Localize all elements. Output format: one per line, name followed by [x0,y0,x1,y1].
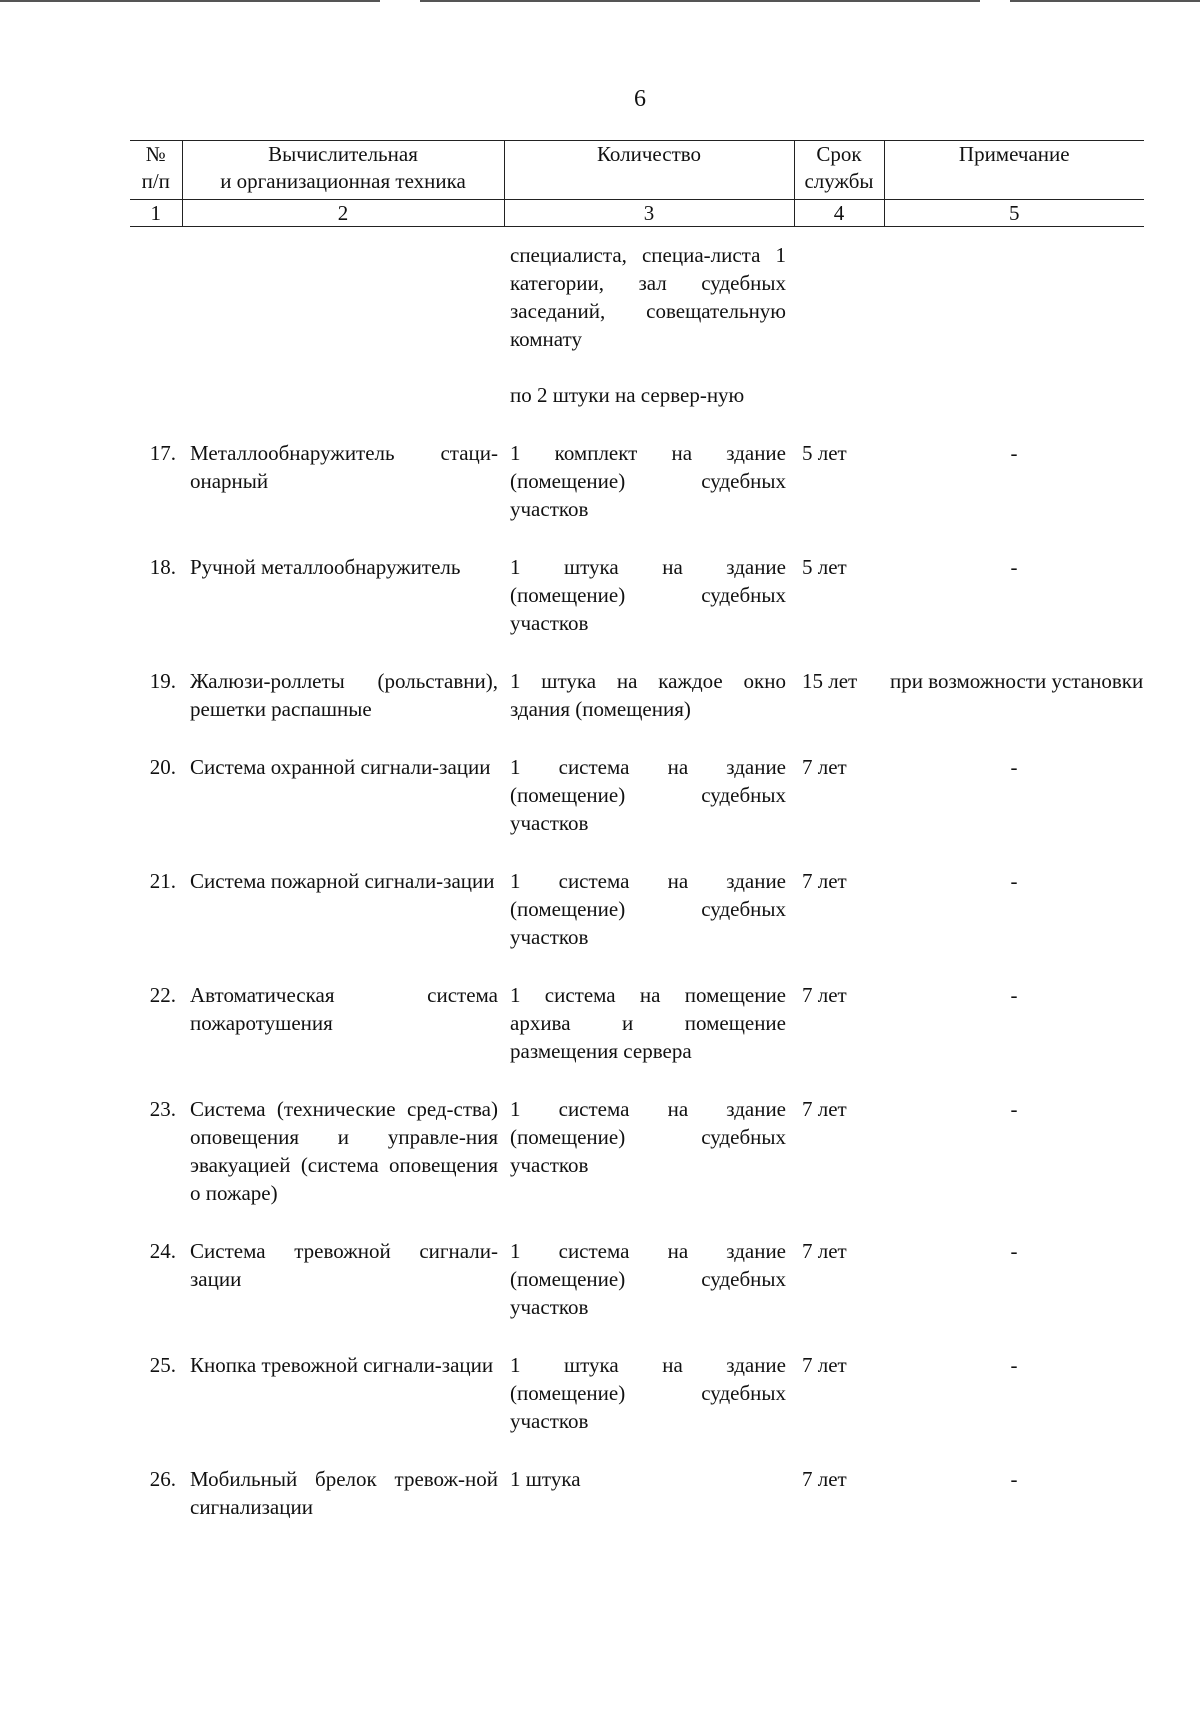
quantity-cell [504,227,794,440]
column-number: 2 [182,200,504,227]
scan-artifact-line [1010,0,1200,2]
quantity-text: специалиста, специа-листа 1 категории, зал судебных заседаний, совещательную комнату [510,243,786,351]
note-text: - [1010,441,1018,465]
table-row [130,553,1144,667]
note-text: - [1010,1239,1018,1263]
note-text: - [1010,869,1018,893]
note-text: при возможности установки [890,669,1144,693]
row-number: 23. [149,1097,176,1121]
row-number: 18. [149,555,176,579]
quantity-text: 1 система на здание (помещение) судебных участков [510,1239,786,1319]
quantity-text: 1 комплект на здание (помещение) судебных участков [510,441,786,521]
table-row [130,439,1144,553]
scan-artifact-line [0,0,380,2]
table-row [130,1095,1144,1237]
equipment-name: Ручной металлообнаружитель [190,555,461,579]
column-number: 3 [504,200,794,227]
header-equipment: Вычислительная и организационная техника [182,141,504,200]
row-number: 25. [149,1353,176,1377]
quantity-text: 1 штука на здание (помещение) судебных участков [510,555,786,635]
table-row [130,1351,1144,1465]
service-life: 7 лет [802,869,847,893]
header-service-life: Срок службы [794,141,884,200]
scan-artifact-line [420,0,980,2]
row-number: 21. [149,869,176,893]
quantity-text: 1 система на здание (помещение) судебных участков [510,1097,786,1177]
quantity-text: 1 система на помещение архива и помещение размещения сервера [510,983,786,1063]
service-life: 15 лет [802,669,858,693]
row-number: 19. [149,669,176,693]
quantity-text: по 2 штуки на сервер-ную [510,383,745,407]
equipment-name: Жалюзи-роллеты (рольставни), решетки распашные [190,669,498,721]
quantity-text: 1 система на здание (помещение) судебных участков [510,869,786,949]
note-text: - [1010,1467,1018,1491]
service-life: 7 лет [802,983,847,1007]
row-number: 24. [149,1239,176,1263]
equipment-name: Система (технические сред-ства) оповещения и управле-ния эвакуацией (система оповещения о пожаре) [190,1097,498,1205]
row-number: 22. [149,983,176,1007]
equipment-name: Мобильный брелок тревож-ной сигнализации [190,1467,498,1519]
note-text: - [1010,555,1018,579]
table-row [130,867,1144,981]
equipment-name: Кнопка тревожной сигнали-зации [190,1353,494,1377]
quantity-text: 1 штука на каждое окно здания (помещения) [510,669,786,721]
note-text: - [1010,1097,1018,1121]
equipment-table [130,140,1144,1521]
header-note: Примечание [884,141,1144,200]
header-quantity: Количество [504,141,794,200]
header-row [130,141,1144,200]
note-text: - [1010,755,1018,779]
service-life: 7 лет [802,1467,847,1491]
table-row [130,1465,1144,1521]
column-number: 5 [884,200,1144,227]
equipment-name: Система охранной сигнали-зации [190,755,491,779]
service-life: 5 лет [802,441,847,465]
table-row [130,667,1144,753]
equipment-name: Система тревожной сигнали-зации [190,1239,498,1291]
table-row-continuation [130,227,1144,440]
table-row [130,1237,1144,1351]
page-number: 6 [634,86,646,112]
table-row [130,753,1144,867]
service-life: 7 лет [802,1097,847,1121]
column-number: 1 [130,200,182,227]
service-life: 7 лет [802,1239,847,1263]
row-number: 20. [149,755,176,779]
service-life: 5 лет [802,555,847,579]
table-row [130,981,1144,1095]
row-number: 26. [149,1467,176,1491]
service-life: 7 лет [802,1353,847,1377]
quantity-text: 1 система на здание (помещение) судебных участков [510,755,786,835]
note-text: - [1010,1353,1018,1377]
equipment-name: Система пожарной сигнали-зации [190,869,495,893]
column-number-row [130,200,1144,227]
column-number: 4 [794,200,884,227]
quantity-text: 1 штука на здание (помещение) судебных участков [510,1353,786,1433]
note-text: - [1010,983,1018,1007]
quantity-text: 1 штука [510,1467,581,1491]
service-life: 7 лет [802,755,847,779]
equipment-name: Автоматическая система пожаротушения [190,983,498,1035]
header-number: № п/п [130,141,182,200]
equipment-name: Металлообнаружитель стаци-онарный [190,441,498,493]
row-number: 17. [149,441,176,465]
